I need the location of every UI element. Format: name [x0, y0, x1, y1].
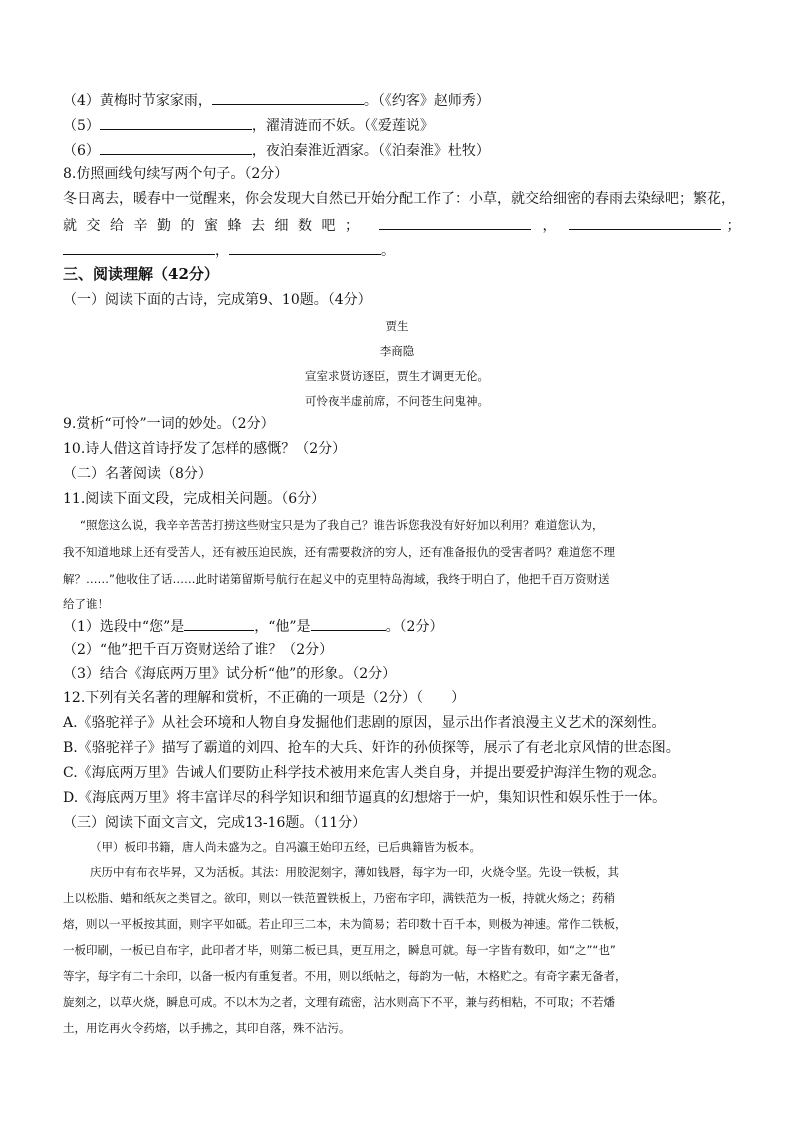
answer-blank[interactable] — [63, 240, 215, 255]
classical-line-2: 庆历中有布衣毕昇，又为活板。其法：用胶泥刻字，薄如钱唇，每字为一印，火烧令坚。先设一铁板，其 — [90, 865, 619, 879]
q8-comma: ， — [542, 218, 557, 234]
q8-line2-prefix: 就交给辛勤的蜜蜂去细数吧； — [63, 218, 369, 234]
answer-blank[interactable] — [379, 215, 531, 230]
classical-line-6: 等字，每字有二十余印，以备一板内有重复者。不用，则以纸帖之，每韵为一帖，木格贮之。有奇字素无备者， — [63, 969, 627, 983]
q11-1-middle: ，“他”是 — [254, 619, 311, 635]
q11-1-suffix: 。（2分） — [385, 619, 444, 635]
q8-paragraph-line3 — [63, 240, 395, 261]
q7-item6-prefix: （6） — [63, 143, 100, 159]
q12-option-c: C.《海底两万里》告诫人们要防止科学技术被用来危害人类自身，并提出要爱护海洋生物的观念。 — [63, 765, 666, 781]
classical-line-8: 土，用讫再火令药熔，以手拂之，其印自落，殊不沾污。 — [63, 1021, 351, 1035]
q11-3: （3）结合《海底两万里》试分析“他”的形象。（2分） — [63, 666, 397, 682]
answer-blank[interactable] — [229, 240, 381, 255]
passage-line-4: 给了谁！ — [63, 597, 109, 611]
q8-paragraph-line2 — [63, 215, 741, 236]
q12-option-d: D.《海底两万里》将丰富详尽的科学知识和细节逼真的幻想熔于一炉，集知识性和娱乐性于一体。 — [63, 790, 667, 806]
poem-line-1: 宣室求贤访逐臣，贾生才调更无伦。 — [305, 369, 489, 383]
q7-item4-suffix: 。（《约客》赵师秀） — [363, 93, 490, 109]
passage-line-3: 解？……”他收住了话……此时诺第留斯号航行在起义中的克里特岛海域，我终于明白了，他把千百万资财送 — [63, 572, 610, 586]
poem-title: 贾生 — [385, 319, 409, 333]
classical-line-7: 旋刻之，以草火烧，瞬息可成。不以木为之者，文理有疏密，沾水则高下不平，兼与药相粘，不可取；不若燔 — [63, 995, 615, 1009]
q10: 10.诗人借这首诗抒发了怎样的感慨？（2分） — [63, 441, 347, 457]
passage-line-2: 我不知道地球上还有受苦人，还有被压迫民族，还有需要救济的穷人，还有准备报仇的受害者吗？难道您不理 — [63, 545, 615, 559]
answer-blank[interactable] — [100, 140, 252, 155]
poem-line-2: 可怜夜半虚前席，不问苍生问鬼神。 — [305, 394, 489, 408]
part3-header: （三）阅读下面文言文，完成13-16题。（11分） — [63, 815, 367, 831]
answer-blank[interactable] — [212, 90, 364, 105]
classical-line-1: （甲）板印书籍，唐人尚未盛为之。自冯瀛王始印五经，已后典籍皆为板本。 — [90, 840, 481, 854]
q11-1 — [63, 616, 443, 637]
poem-author: 李商隐 — [379, 344, 415, 358]
q7-item5-prefix: （5） — [63, 118, 100, 134]
answer-blank[interactable] — [184, 616, 254, 631]
q7-item-6 — [63, 140, 490, 161]
q8-period: 。 — [381, 243, 395, 259]
q7-item4-prefix: （4）黄梅时节家家雨， — [63, 93, 212, 109]
q12-option-a: A.《骆驼祥子》从社会环境和人物自身发掘他们悲剧的原因，显示出作者浪漫主义艺术的深刻性。 — [63, 715, 666, 731]
q9: 9.赏析“可怜”一词的妙处。（2分） — [63, 416, 275, 432]
q8-stem: 8.仿照画线句续写两个句子。（2分） — [63, 166, 289, 182]
classical-line-4: 熔，则以一平板按其面，则字平如砥。若止印三二本，未为简易；若印数十百千本，则极为神速。常作二铁板， — [63, 917, 627, 931]
answer-blank[interactable] — [569, 215, 721, 230]
classical-line-5: 一板印刷，一板已自布字，此印者才毕，则第二板已具，更互用之，瞬息可就。每一字皆有数印，如“之”“也” — [63, 943, 616, 957]
q7-item5-suffix: ，濯清涟而不妖。（《爱莲说》 — [251, 118, 434, 134]
q7-item6-suffix: ，夜泊秦淮近酒家。（《泊秦淮》杜牧） — [251, 143, 490, 159]
q8-comma2: ， — [215, 243, 229, 259]
classical-line-3: 上以松脂、蜡和纸灰之类冒之。欲印，则以一铁范置铁板上，乃密布字印，满铁范为一板，持就火炀之；药稍 — [63, 891, 615, 905]
q8-paragraph-line1: 冬日离去，暖春中一觉醒来，你会发现大自然已开始分配工作了：小草，就交给细密的春雨去染绿吧；繁花， — [63, 191, 735, 207]
q7-item-5 — [63, 115, 434, 136]
q8-semicolon: ； — [726, 218, 741, 234]
q12: 12.下列有关名著的理解和赏析，不正确的一项是（2分）（ ） — [63, 690, 466, 706]
q12-option-b: B.《骆驼祥子》描写了霸道的刘四、抢车的大兵、奸诈的孙侦探等，展示了有老北京风情的世态图。 — [63, 740, 680, 756]
answer-blank[interactable] — [311, 616, 386, 631]
q11-2: （2）“他”把千百万资财送给了谁？（2分） — [63, 642, 334, 658]
passage-line-1: “照您这么说，我辛辛苦苦打捞这些财宝只是为了我自己？谁告诉您我没有好好加以利用？难道您认为， — [80, 518, 604, 532]
q11-1-prefix: （1）选段中“您”是 — [63, 619, 185, 635]
part1-header: （一）阅读下面的古诗，完成第9、10题。（4分） — [63, 292, 372, 308]
answer-blank[interactable] — [100, 115, 252, 130]
part2-header: （二）名著阅读（8分） — [63, 466, 212, 482]
section-3-title: 三、阅读理解（42分） — [63, 265, 219, 283]
q11: 11.阅读下面文段，完成相关问题。（6分） — [63, 491, 326, 507]
q7-item-4 — [63, 90, 490, 111]
